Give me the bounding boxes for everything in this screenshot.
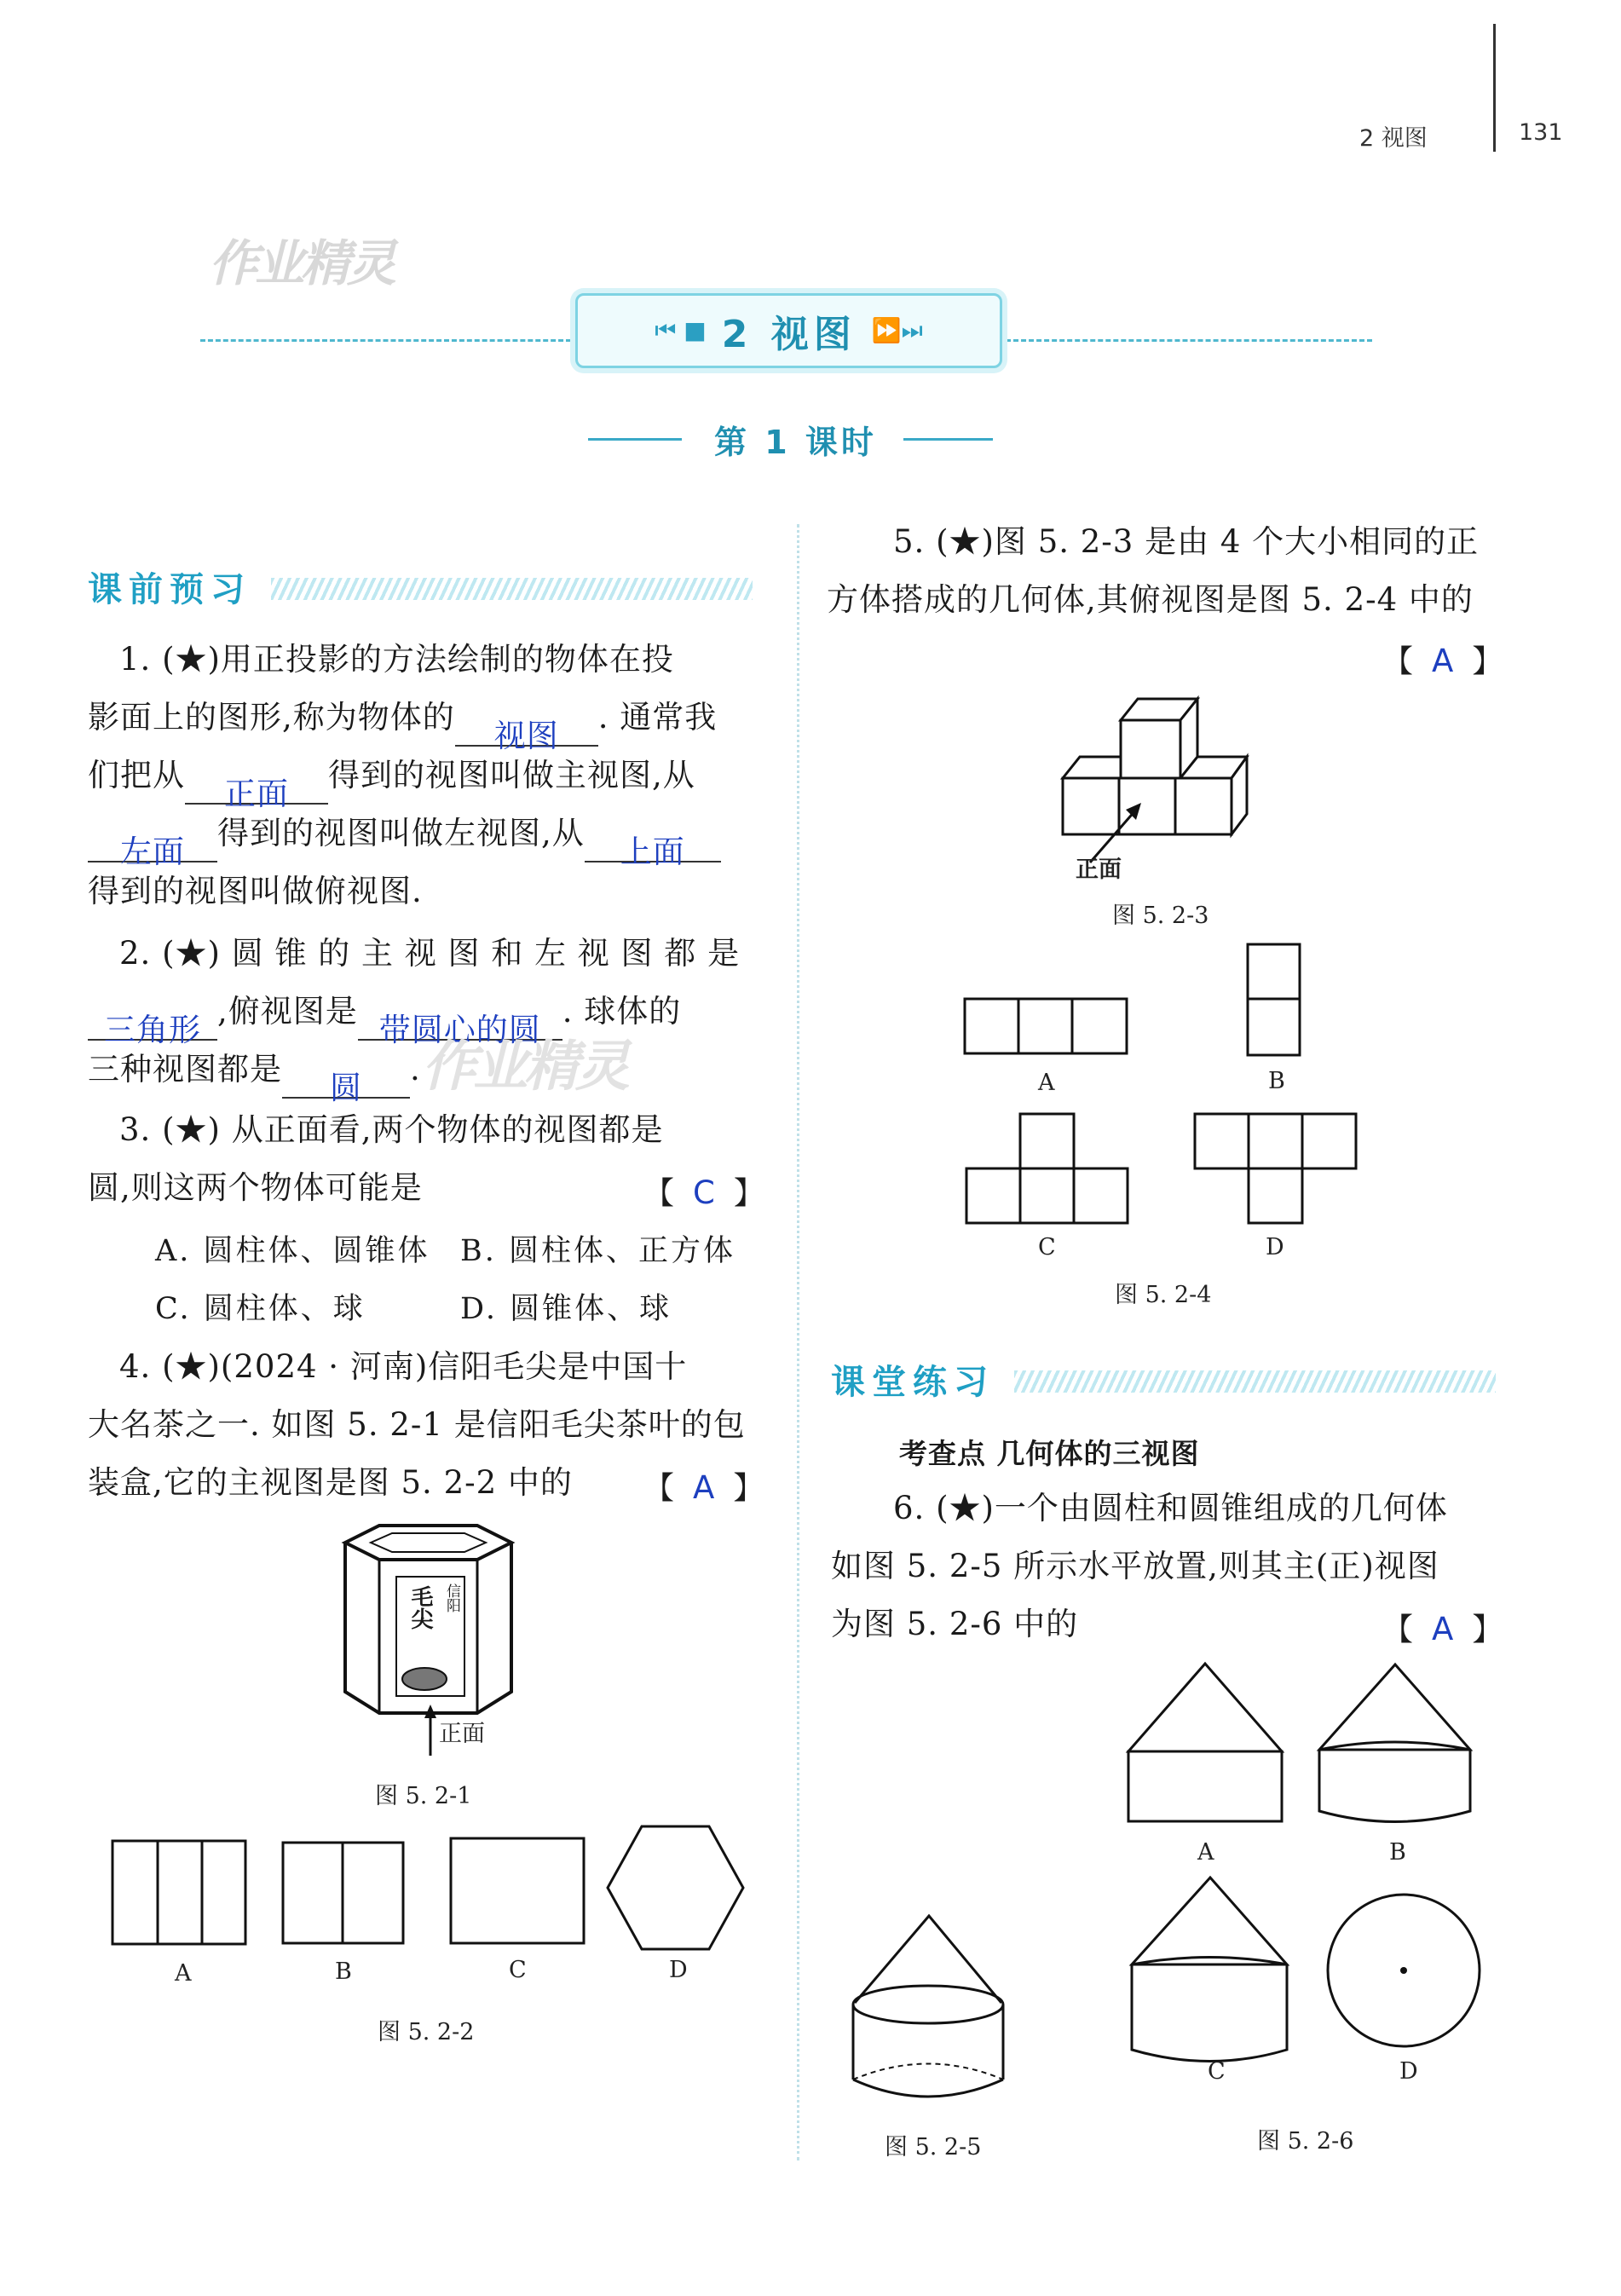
q2-answer-3: 圆 bbox=[330, 1070, 362, 1106]
title-dash-right bbox=[1006, 339, 1372, 342]
q1-text: . 通常我 bbox=[597, 699, 718, 736]
q4-line1: 4. (★)(2024 · 河南)信阳毛尖是中国十 bbox=[119, 1348, 688, 1385]
figure-caption-5-2-2: 图 5. 2-2 bbox=[378, 2019, 475, 2045]
forward-icon: ⏩⏭ bbox=[871, 316, 923, 344]
q6-answer: A bbox=[1432, 1611, 1454, 1647]
fig-5-2-4-option-a bbox=[963, 997, 1129, 1057]
q1-line2 bbox=[88, 689, 718, 754]
q1-blank-3 bbox=[88, 823, 217, 870]
fig-5-2-2-option-b bbox=[281, 1841, 405, 1945]
q1-answer-2: 正面 bbox=[224, 776, 289, 812]
tea-box-label-xinyang: 信阳 bbox=[443, 1584, 460, 1612]
q2-text: . 球体的 bbox=[562, 993, 682, 1030]
q2-text: 三种视图都是 bbox=[88, 1051, 282, 1087]
bracket-open: 【 bbox=[1382, 644, 1414, 679]
section-preview-stripes bbox=[271, 578, 753, 600]
header-rule bbox=[1493, 24, 1496, 152]
q1-text: 得到的视图叫做左视图,从 bbox=[217, 815, 585, 851]
fig-5-2-4-label-b: B bbox=[1268, 1068, 1285, 1094]
q3-option-b: B. 圆柱体、正方体 bbox=[460, 1234, 736, 1268]
q2-text: . bbox=[410, 1051, 421, 1087]
q6-line3: 为图 5. 2-6 中的 bbox=[831, 1606, 1079, 1642]
fig-5-2-2-option-d bbox=[605, 1824, 746, 1952]
q2-blank-1 bbox=[88, 1001, 217, 1048]
fig-5-2-6-label-a: A bbox=[1197, 1839, 1214, 1866]
fig-5-2-6-label-c: C bbox=[1208, 2058, 1226, 2085]
fig-5-2-6-label-b: B bbox=[1389, 1839, 1406, 1866]
fig-5-2-2-option-a bbox=[111, 1839, 247, 1946]
q3-answer-bracket bbox=[643, 1169, 764, 1213]
watermark-overlay: 作业精灵 bbox=[422, 1036, 626, 1099]
q2-answer-1: 三角形 bbox=[104, 1012, 201, 1048]
figure-caption-5-2-1: 图 5. 2-1 bbox=[375, 1783, 472, 1809]
bracket-close: 】 bbox=[733, 1176, 764, 1211]
fig-5-2-6-option-d bbox=[1325, 1892, 1483, 2050]
watermark-logo: 作业精灵 bbox=[209, 234, 394, 292]
q2-text: ,俯视图是 bbox=[217, 993, 358, 1030]
q1-answer-1: 视图 bbox=[493, 718, 559, 754]
fig-5-2-4-option-d bbox=[1193, 1112, 1359, 1225]
fig-5-2-2-label-c: C bbox=[509, 1957, 527, 1983]
fig-5-2-5-solid bbox=[848, 1913, 1010, 2105]
q4-line3: 装盒,它的主视图是图 5. 2-2 中的 bbox=[88, 1464, 573, 1501]
q2-blank-3 bbox=[282, 1059, 410, 1106]
q6-line2: 如图 5. 2-5 所示水平放置,则其主(正)视图 bbox=[831, 1548, 1439, 1584]
figure-caption-5-2-4: 图 5. 2-4 bbox=[1115, 1282, 1212, 1308]
front-label-2: 正面 bbox=[1076, 857, 1122, 883]
q3-answer: C bbox=[693, 1174, 715, 1211]
q6-point: 考查点 几何体的三视图 bbox=[899, 1437, 1200, 1470]
q4-answer: A bbox=[693, 1469, 715, 1506]
page-number: 131 bbox=[1519, 119, 1563, 146]
fig-5-2-6-option-b bbox=[1317, 1662, 1474, 1832]
bracket-open: 【 bbox=[643, 1471, 675, 1506]
header-section: 2 视图 bbox=[1359, 125, 1428, 152]
chapter-title: 2 视图 bbox=[721, 313, 857, 356]
lesson-title: 第 1 课时 bbox=[714, 424, 877, 461]
q1-blank-4 bbox=[585, 823, 721, 870]
fig-5-2-2-label-d: D bbox=[669, 1957, 688, 1983]
figure-caption-5-2-6: 图 5. 2-6 bbox=[1257, 2128, 1354, 2155]
title-dash-left bbox=[200, 339, 571, 342]
fig-5-2-6-option-c bbox=[1129, 1875, 1291, 2075]
figure-caption-5-2-3: 图 5. 2-3 bbox=[1112, 903, 1209, 929]
q2-line1: 2. (★) 圆 锥 的 主 视 图 和 左 视 图 都 是 bbox=[119, 935, 741, 972]
q1-line3 bbox=[88, 747, 695, 812]
q1-text: 得到的视图叫做主视图,从 bbox=[328, 757, 695, 793]
q3-option-c: C. 圆柱体、球 bbox=[155, 1292, 366, 1326]
fig-5-2-4-label-a: A bbox=[1038, 1070, 1055, 1096]
q3-line2: 圆,则这两个物体可能是 bbox=[88, 1169, 423, 1206]
q1-text: 们把从 bbox=[88, 757, 185, 793]
section-practice-stripes bbox=[1014, 1370, 1496, 1393]
q3-option-d: D. 圆锥体、球 bbox=[460, 1292, 672, 1326]
q1-text: 影面上的图形,称为物体的 bbox=[88, 699, 455, 736]
q1-blank-1 bbox=[455, 707, 598, 754]
figure-caption-5-2-5: 图 5. 2-5 bbox=[885, 2134, 982, 2160]
front-label-1: 正面 bbox=[439, 1721, 485, 1747]
q1-line5: 得到的视图叫做俯视图. bbox=[88, 873, 423, 909]
bracket-open: 【 bbox=[1382, 1612, 1414, 1647]
section-preview-title: 课前预习 bbox=[88, 570, 251, 609]
tea-box-label-maojian: 毛尖 bbox=[407, 1585, 433, 1630]
fig-5-2-2-label-a: A bbox=[175, 1960, 192, 1987]
fig-5-2-4-option-c bbox=[965, 1112, 1131, 1225]
bracket-open: 【 bbox=[643, 1176, 675, 1211]
column-divider bbox=[797, 524, 799, 2160]
q5-answer-bracket bbox=[1382, 637, 1503, 681]
section-practice-title: 课堂练习 bbox=[831, 1363, 995, 1402]
q3-line1: 3. (★) 从正面看,两个物体的视图都是 bbox=[119, 1111, 664, 1148]
q2-answer-2: 带圆心的圆 bbox=[378, 1012, 541, 1048]
fig-5-2-4-label-d: D bbox=[1266, 1234, 1284, 1260]
bracket-close: 】 bbox=[733, 1471, 764, 1506]
fig-5-2-2-option-c bbox=[449, 1837, 586, 1945]
fig-5-2-4-label-c: C bbox=[1038, 1234, 1056, 1260]
q5-line2: 方体搭成的几何体,其俯视图是图 5. 2-4 中的 bbox=[827, 581, 1474, 618]
q1-blank-2 bbox=[185, 765, 328, 812]
rewind-icon: ⏮ ■ bbox=[655, 316, 707, 344]
q1-answer-4: 上面 bbox=[620, 834, 685, 870]
q4-answer-bracket bbox=[643, 1464, 764, 1508]
q6-answer-bracket bbox=[1382, 1606, 1503, 1649]
q1-line4 bbox=[88, 805, 721, 870]
fig-5-2-6-label-d: D bbox=[1399, 2058, 1418, 2085]
bracket-close: 】 bbox=[1472, 1612, 1503, 1647]
q5-line1: 5. (★)图 5. 2-3 是由 4 个大小相同的正 bbox=[893, 523, 1480, 560]
fig-5-2-2-label-b: B bbox=[335, 1959, 352, 1985]
bracket-close: 】 bbox=[1472, 644, 1503, 679]
lesson-line-left bbox=[588, 438, 682, 441]
q1-line1: 1. (★)用正投影的方法绘制的物体在投 bbox=[119, 641, 674, 678]
lesson-line-right bbox=[903, 438, 993, 441]
q3-option-a: A. 圆柱体、圆锥体 bbox=[155, 1234, 430, 1268]
q6-line1: 6. (★)一个由圆柱和圆锥组成的几何体 bbox=[893, 1490, 1448, 1526]
q5-answer: A bbox=[1432, 643, 1454, 679]
fig-5-2-4-option-b bbox=[1246, 943, 1301, 1057]
q4-line2: 大名茶之一. 如图 5. 2-1 是信阳毛尖茶叶的包 bbox=[88, 1406, 746, 1443]
q1-answer-3: 左面 bbox=[120, 834, 185, 870]
q2-line3 bbox=[88, 1041, 421, 1106]
fig-5-2-6-option-a bbox=[1127, 1662, 1284, 1824]
chapter-title-box bbox=[575, 293, 1002, 368]
front-arrow-1 bbox=[422, 1705, 439, 1756]
